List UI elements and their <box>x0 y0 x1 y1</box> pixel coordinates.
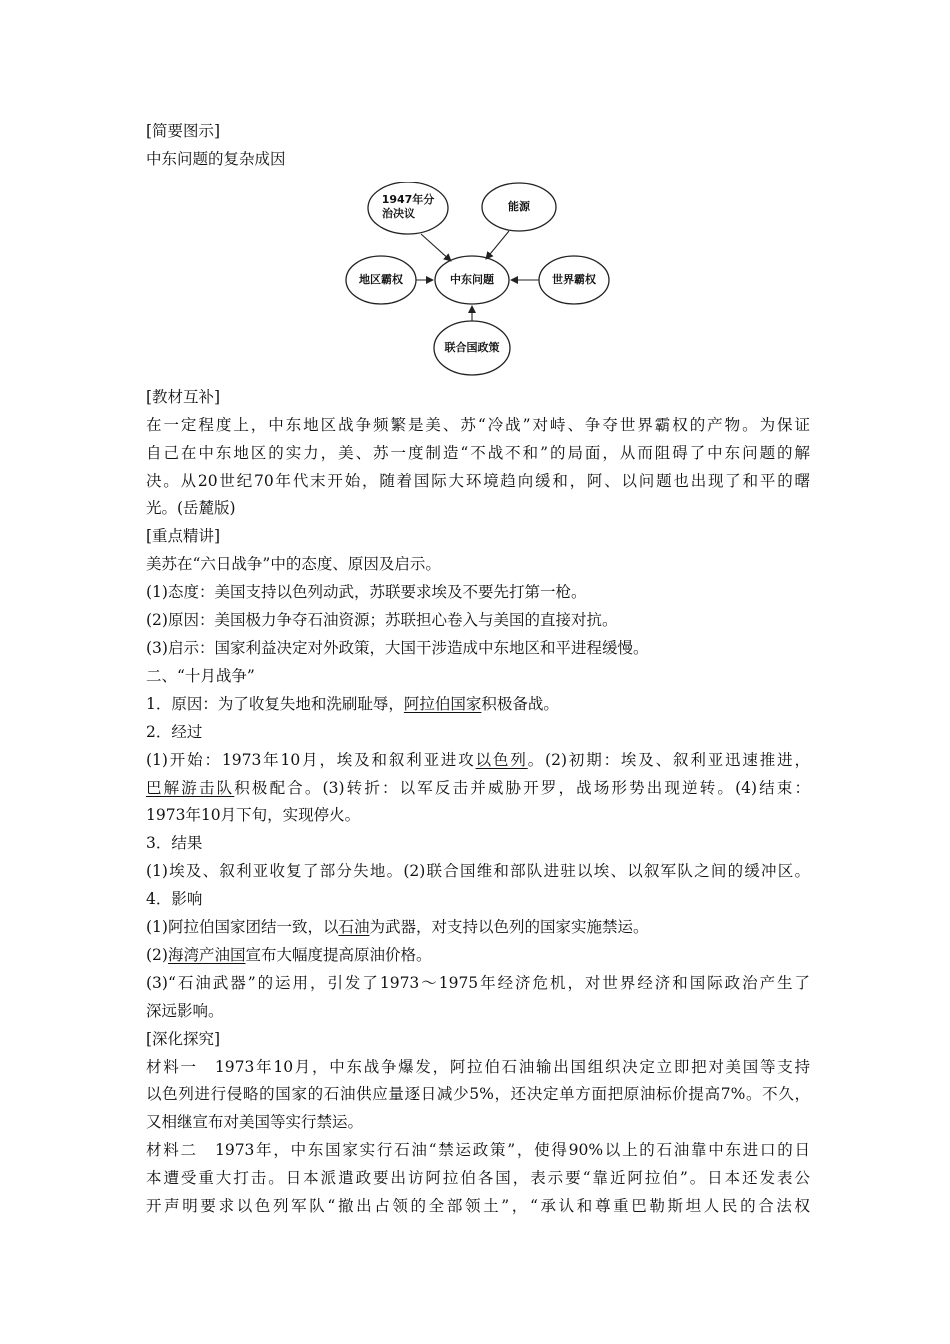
causes-diagram <box>146 182 810 378</box>
key-item: (2)原因：美国极力争夺石油资源；苏联担心卷入与美国的直接对抗。 <box>146 611 618 630</box>
material-line: 又相继宣布对美国等实行禁运。 <box>146 1113 364 1132</box>
war-impact-underlined: 石油 <box>338 918 370 937</box>
war-result-heading: 3．结果 <box>146 834 203 853</box>
war-cause-suffix: 积极备战。 <box>481 694 559 713</box>
war-impact-item <box>146 942 810 970</box>
war-process-heading: 2．经过 <box>146 722 203 741</box>
node-center: 中东问题 <box>450 272 494 286</box>
war-result-line: (1)埃及、叙利亚收复了部分失地。(2)联合国维和部队进驻以埃、以叙军队之间的缓冲区。 <box>146 862 810 881</box>
textbook-heading: [教材互补] <box>146 387 221 406</box>
textbook-line: 自己在中东地区的实力，美、苏一度制造“不战不和”的局面，从而阻碍了中东问题的解 <box>146 443 810 462</box>
war-process-underlined: 巴解游击队 <box>146 778 235 797</box>
war-process-underlined: 以色列 <box>475 750 528 769</box>
key-heading: [重点精讲] <box>146 527 221 546</box>
key-intro: 美苏在“六日战争”中的态度、原因及启示。 <box>146 555 441 574</box>
material-line: 材料一 1973年10月，中东战争爆发，阿拉伯石油输出国组织决定立即把对美国等支持 <box>146 1057 810 1076</box>
war-cause-prefix: 1．原因：为了收复失地和洗刷耻辱， <box>146 694 404 713</box>
war-impact-item: (3)“石油武器”的运用，引发了1973～1975年经济危机，对世界经济和国际政治产生了 <box>146 973 810 992</box>
material-line: 以色列进行侵略的国家的石油供应量逐日减少5%，还决定单方面把原油标价提高7%。不久， <box>146 1085 810 1104</box>
war-process-text: 积极配合。(3)转折：以军反击并威胁开罗，战场形势出现逆转。(4)结束： <box>234 778 810 797</box>
diagram-section-heading: [简要图示] <box>146 122 221 140</box>
node-energy: 能源 <box>508 199 530 213</box>
war-impact-underlined: 海湾产油国 <box>167 945 246 964</box>
war-impact-text: (1)阿拉伯国家团结一致，以 <box>146 918 339 937</box>
node-world: 世界霸权 <box>552 272 596 286</box>
key-item: (1)态度：美国支持以色列动武，苏联要求埃及不要先打第一枪。 <box>146 583 587 602</box>
node-partition <box>368 193 448 221</box>
war-process-line <box>146 747 810 775</box>
war-process-line: 1973年10月下旬，实现停火。 <box>146 806 361 825</box>
war-impact-text: (2) <box>146 945 168 964</box>
material-line: 本遭受重大打击。日本派遣政要出访阿拉伯各国，表示要“靠近阿拉伯”。日本还发表公 <box>146 1169 810 1188</box>
arrow-energy <box>486 231 509 259</box>
war-cause-underlined: 阿拉伯国家 <box>403 694 482 713</box>
war-process-line <box>146 775 810 803</box>
war-impact-item <box>146 914 810 942</box>
material-line: 开声明要求以色列军队“撤出占领的全部领土”，“承认和尊重巴勒斯坦人民的合法权 <box>146 1197 810 1216</box>
node-regional: 地区霸权 <box>359 272 403 286</box>
war-cause <box>146 691 810 719</box>
war-impact-text: 宣布大幅度提高原油价格。 <box>245 945 432 964</box>
war-process-text: 。(2)初期：埃及、叙利亚迅速推进， <box>527 750 810 769</box>
node-un: 联合国政策 <box>444 340 500 354</box>
textbook-line: 光。(岳麓版) <box>146 499 236 518</box>
arrow-partition <box>421 234 451 261</box>
material-line: 材料二 1973年，中东国家实行石油“禁运政策”，使得90%以上的石油靠中东进口的日 <box>146 1141 810 1160</box>
textbook-line: 决。从20世纪70年代末开始，随着国际大环境趋向缓和，阿、以问题也出现了和平的曙 <box>146 471 810 490</box>
war-impact-text: 为武器，对支持以色列的国家实施禁运。 <box>369 918 649 937</box>
war-heading: 二、“十月战争” <box>146 666 255 685</box>
node-partition-line1: 1947年分 <box>381 192 435 206</box>
war-impact-heading: 4．影响 <box>146 890 203 909</box>
node-partition-line2: 治决议 <box>382 206 415 220</box>
diagram-title: 中东问题的复杂成因 <box>146 149 286 168</box>
document-page <box>146 118 810 1221</box>
textbook-line: 在一定程度上，中东地区战争频繁是美、苏“冷战”对峙、争夺世界霸权的产物。为保证 <box>146 415 810 434</box>
key-item: (3)启示：国家利益决定对外政策，大国干涉造成中东地区和平进程缓慢。 <box>146 638 649 657</box>
war-impact-item: 深远影响。 <box>146 1001 224 1020</box>
war-process-text: (1)开始：1973年10月，埃及和叙利亚进攻 <box>146 750 476 769</box>
explore-heading: [深化探究] <box>146 1029 221 1048</box>
